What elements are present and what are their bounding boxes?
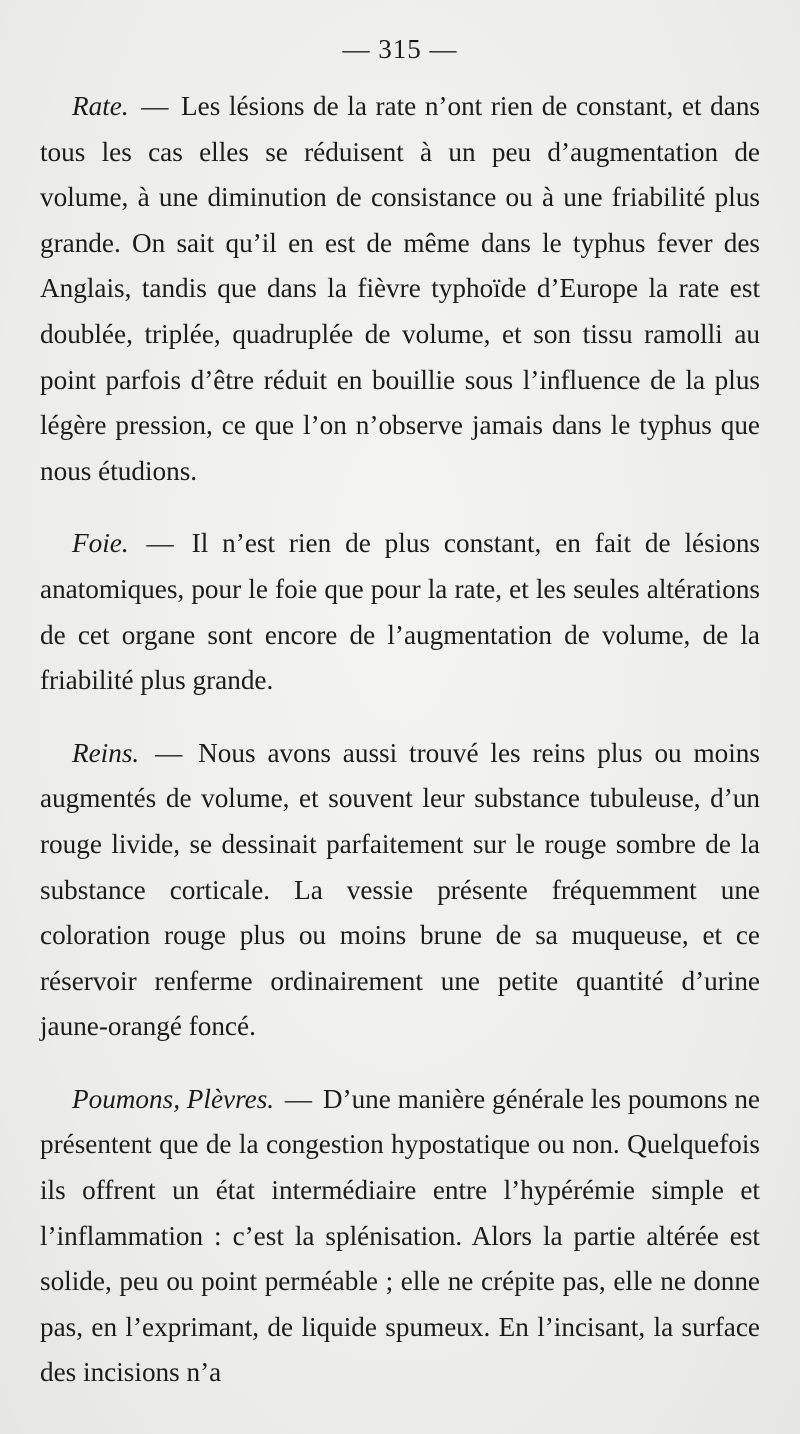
em-dash: — <box>146 528 174 559</box>
em-dash: — <box>141 91 169 121</box>
paragraph-foie <box>40 521 760 703</box>
paragraph-rate <box>40 84 760 494</box>
page-number: — 315 — <box>342 34 458 64</box>
paragraph-poumons <box>40 1077 760 1396</box>
section-lead-foie: Foie. <box>72 528 129 559</box>
paragraph-text: Nous avons aussi trouvé les reins plus ou moins augmentés de volume, et souvent leur substance tubuleuse, d’un rouge livide, se dessinait parfaitement sur le rouge sombre de la substance corticale. La vessie présente fréquemment une coloration rouge plus ou moins brune de sa muqueuse, et ce réservoir renferme ordinairement une petite quantité d’urine jaune-orangé foncé. <box>40 737 760 1042</box>
paragraph-reins <box>40 731 760 1050</box>
em-dash: — <box>155 737 183 768</box>
section-lead-rate: Rate. <box>72 91 129 121</box>
paragraph-text: Les lésions de la rate n’ont rien de constant, et dans tous les cas elles se réduisent à un peu d’augmentation de volume, à une diminution de consistance ou à une friabilité plus grande. On sait qu’il en est de même dans le typhus fever des Anglais, tandis que dans la fièvre typhoïde d’Europe la rate est doublée, triplée, quadruplée de volume, et son tissu ramolli au point parfois d’être réduit en bouillie sous l’influence de la plus légère pression, ce que l’on n’observe jamais dans le typhus que nous étudions. <box>40 91 761 486</box>
paragraph-text: D’une manière générale les poumons ne présentent que de la congestion hypostatique ou non. Quelquefois ils offrent un état intermédiaire entre l’hypérémie simple et l’inflammation : c’est la splénisation. Alors la partie altérée est solide, peu ou point perméable ; elle ne crépite pas, elle ne donne pas, en l’exprimant, de liquide spumeux. En l’incisant, la surface des incisions n’a <box>40 1083 760 1388</box>
paragraph-text: Il n’est rien de plus constant, en fait de lésions anatomiques, pour le foie que pour la rate, et les seules altérations de cet organe sont encore de l’augmentation de volume, de la friabilité plus grande. <box>40 528 761 696</box>
section-lead-reins: Reins. <box>72 737 140 768</box>
em-dash: — <box>284 1083 313 1114</box>
section-lead-poumons: Poumons, Plèvres. <box>72 1083 275 1114</box>
